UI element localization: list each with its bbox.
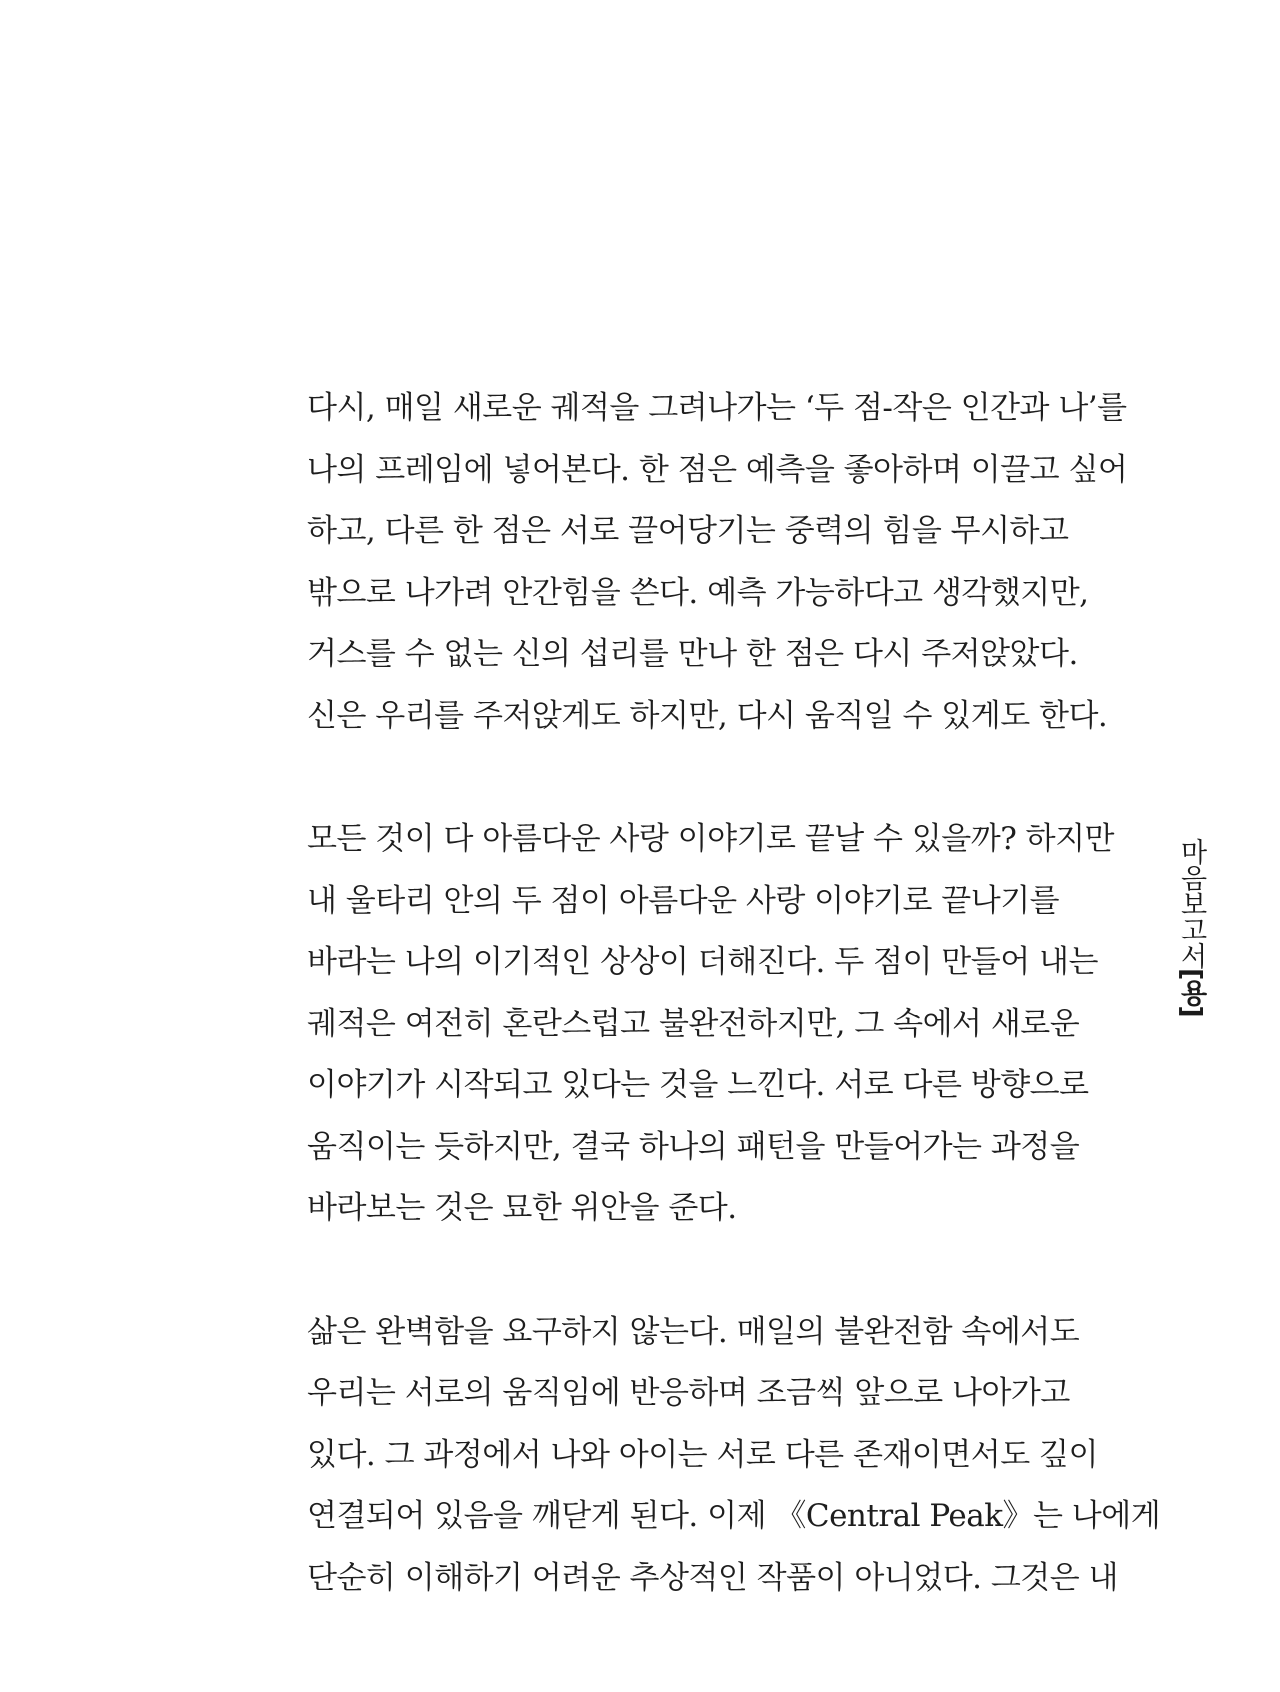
text-line: 바라보는 것은 묘한 위안을 준다. — [307, 1190, 737, 1226]
text-line: 신은 우리를 주저앉게도 하지만, 다시 움직일 수 있게도 한다. — [307, 697, 1108, 734]
text-line: 다시, 매일 새로운 궤적을 그려나가는 ‘두 점-작은 인간과 나’를 — [307, 390, 1127, 426]
text-line: 연결되어 있음을 깨닫게 된다. 이제 《Central Peak》는 나에게 — [307, 1498, 1161, 1534]
text-line: 바라는 나의 이기적인 상상이 더해진다. 두 점이 만들어 내는 — [307, 944, 1098, 980]
text-line: 궤적은 여전히 혼란스럽고 불완전하지만, 그 속에서 새로운 — [307, 1005, 1080, 1042]
section-title: 마음보고서 — [1175, 838, 1207, 968]
section-side-tab — [1171, 838, 1211, 1017]
text-line: 내 울타리 안의 두 점이 아름다운 사랑 이야기로 끝나기를 — [307, 882, 1060, 919]
text-line: 단순히 이해하기 어려운 추상적인 작품이 아니었다. 그것은 내 — [307, 1559, 1118, 1596]
text-line: 우리는 서로의 움직임에 반응하며 조금씩 앞으로 나아가고 — [307, 1375, 1070, 1411]
text-line: 하고, 다른 한 점은 서로 끌어당기는 중력의 힘을 무시하고 — [307, 513, 1069, 549]
section-side-tab-text — [1172, 838, 1211, 1017]
article-body — [307, 378, 1161, 1609]
section-mark: [용] — [1175, 968, 1207, 1017]
text-line: 모든 것이 다 아름다운 사랑 이야기로 끝날 수 있을까? 하지만 — [307, 821, 1115, 857]
paragraph-2 — [307, 809, 1115, 1240]
paragraph-3 — [307, 1302, 1161, 1610]
text-line: 있다. 그 과정에서 나와 아이는 서로 다른 존재이면서도 깊이 — [307, 1436, 1098, 1473]
text-line: 움직이는 듯하지만, 결국 하나의 패턴을 만들어가는 과정을 — [307, 1128, 1080, 1165]
text-line: 거스를 수 없는 신의 섭리를 만나 한 점은 다시 주저앉았다. — [307, 636, 1078, 672]
text-line: 나의 프레임에 넣어본다. 한 점은 예측을 좋아하며 이끌고 싶어 — [307, 451, 1128, 488]
text-line: 밖으로 나가려 안간힘을 쓴다. 예측 가능하다고 생각했지만, — [307, 574, 1089, 611]
paragraph-1 — [307, 378, 1128, 747]
text-line: 이야기가 시작되고 있다는 것을 느낀다. 서로 다른 방향으로 — [307, 1067, 1089, 1103]
text-line: 삶은 완벽함을 요구하지 않는다. 매일의 불완전함 속에서도 — [307, 1313, 1080, 1350]
